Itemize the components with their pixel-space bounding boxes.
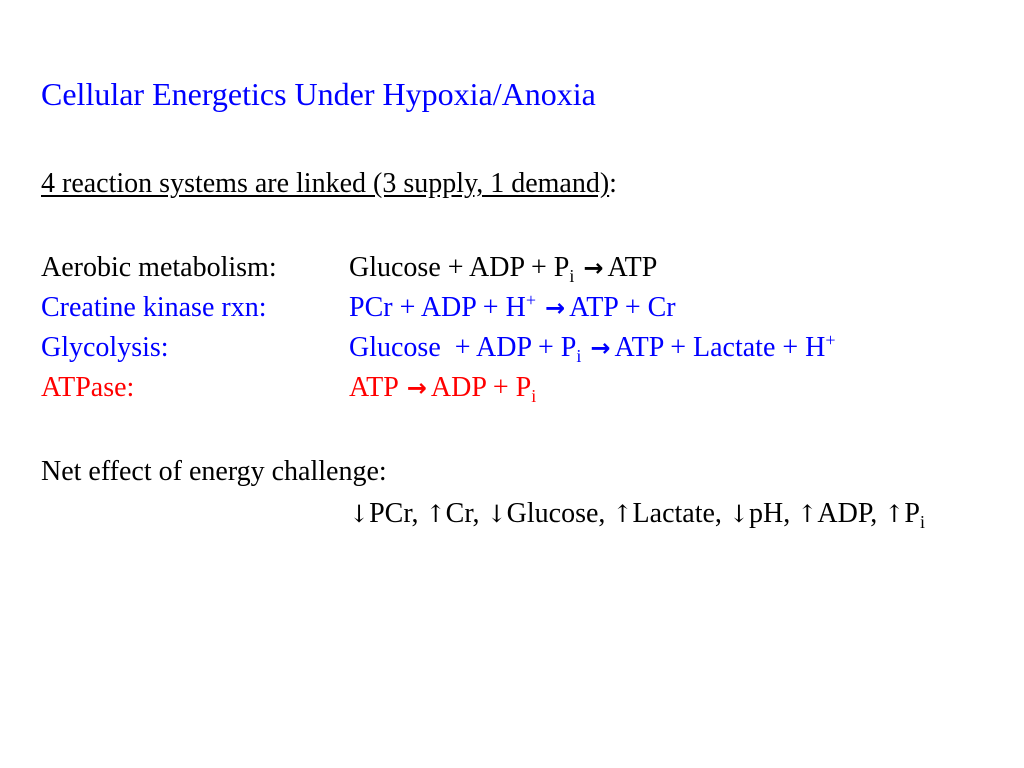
net-effect-item-text: ADP,: [817, 498, 885, 529]
slide-title: Cellular Energetics Under Hypoxia/Anoxia: [41, 76, 596, 112]
net-effect-item: [884, 498, 925, 532]
net-effect-item-text: PCr,: [369, 498, 426, 529]
net-effect-item: [797, 498, 884, 529]
right-arrow-icon: →: [590, 334, 611, 362]
reaction-label-aerobic: Aerobic metabolism:: [41, 252, 277, 283]
up-arrow-icon: ↑: [797, 500, 818, 528]
down-arrow-icon: ↓: [349, 500, 370, 528]
right-arrow-icon: →: [544, 294, 566, 322]
reaction-label-creatine: Creatine kinase rxn:: [41, 292, 267, 323]
reaction-label-atpase: ATPase:: [41, 372, 135, 403]
right-arrow-icon: →: [406, 374, 427, 402]
up-arrow-icon: ↑: [612, 500, 633, 528]
subscript: i: [531, 386, 537, 406]
reaction-equation-atpase: [349, 368, 536, 408]
down-arrow-icon: ↓: [728, 500, 750, 528]
reaction-equation-aerobic: [349, 248, 657, 288]
subheading-text: 4 reaction systems are linked (3 supply, 1 demand): [41, 168, 610, 199]
reaction-equation-glycolysis: [349, 328, 836, 368]
subheading: [41, 166, 617, 202]
reactants: Glucose + ADP + P: [349, 252, 570, 283]
net-effect-item-text: Glucose,: [506, 498, 613, 529]
products: ATP + Lactate + H: [614, 332, 826, 363]
reactants: Glucose + ADP + P: [349, 332, 577, 363]
products: ATP + Cr: [569, 292, 676, 323]
reaction-atpase: [41, 368, 1021, 408]
subheading-colon: :: [609, 168, 617, 199]
reaction-glycolysis: [41, 328, 1021, 368]
reaction-equation-creatine: [349, 288, 676, 328]
reaction-aerobic: [41, 248, 1021, 288]
net-effect-item: [487, 498, 613, 529]
net-effect-item: [729, 498, 797, 529]
subscript: i: [576, 346, 582, 366]
net-effect-item-text: Cr,: [445, 498, 487, 529]
reactants: PCr + ADP + H: [349, 292, 526, 323]
up-arrow-icon: ↑: [884, 500, 905, 528]
subscript: i: [919, 512, 925, 532]
net-effect-item-text: pH,: [749, 498, 798, 529]
net-effect-item-text: P: [904, 498, 920, 529]
up-arrow-icon: ↑: [425, 500, 446, 528]
superscript: +: [525, 290, 536, 310]
net-effect-item: [349, 498, 426, 529]
superscript: +: [825, 330, 836, 350]
net-effect-item: [612, 498, 728, 529]
reaction-label-glycolysis: Glycolysis:: [41, 332, 169, 363]
net-effect-item-text: Lactate,: [632, 498, 729, 529]
subscript: i: [569, 266, 575, 286]
down-arrow-icon: ↓: [486, 500, 507, 528]
products: ADP + P: [430, 372, 532, 403]
products: ATP: [607, 252, 658, 283]
net-effect-item: [426, 498, 487, 529]
reactants: ATP: [349, 372, 398, 403]
net-effect-heading: Net effect of energy challenge:: [41, 456, 387, 487]
reaction-creatine-kinase: [41, 288, 1021, 328]
net-effect-list: [349, 494, 925, 534]
right-arrow-icon: →: [583, 254, 604, 282]
